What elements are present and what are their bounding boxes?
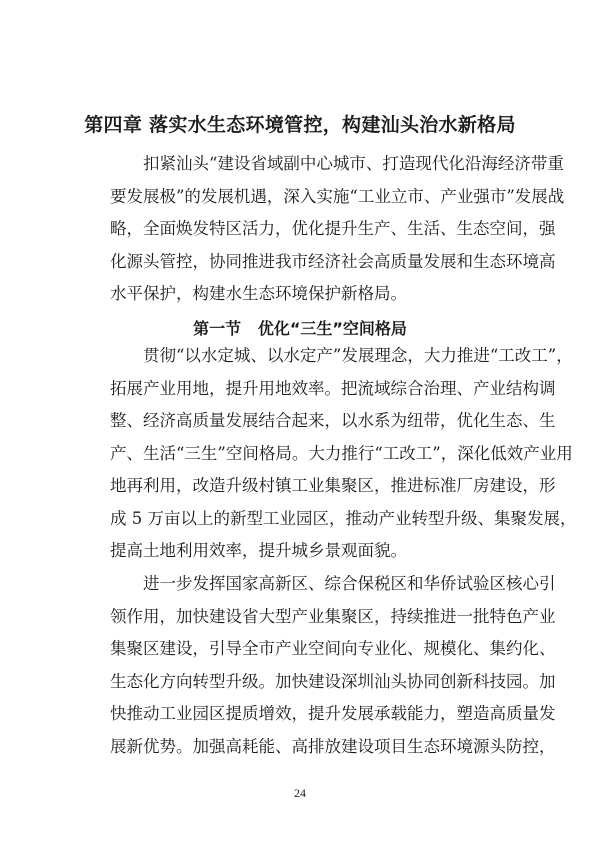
paragraph-line: 扣紧汕头“建设省域副中心城市、打造现代化沿海经济带重 bbox=[143, 154, 564, 173]
paragraph-line: 要发展极”的发展机遇，深入实施“工业立市、产业强市”发展战 bbox=[110, 186, 565, 206]
paragraph-line: 贯彻“以水定城、以水定产”发展理念，大力推进“工改工”， bbox=[143, 346, 573, 365]
intro-paragraph bbox=[110, 148, 565, 311]
paragraph-line: 产、生活“三生”空间格局。大力推行“工改工”，深化低效产业用 bbox=[110, 443, 573, 463]
paragraph-line: 生态化方向转型升级。加快建设深圳汕头协同创新科技园。加 bbox=[110, 671, 556, 691]
section-title: 第一节 优化“三生”空间格局 bbox=[193, 319, 407, 338]
paragraph-2 bbox=[110, 568, 556, 763]
paragraph-1 bbox=[110, 340, 577, 568]
paragraph-line: 地再利用，改造升级村镇工业集聚区，推进标准厂房建设，形 bbox=[110, 476, 556, 495]
paragraph-line: 水平保护，构建水生态环境保护新格局。 bbox=[110, 284, 407, 303]
page-number: 24 bbox=[294, 786, 306, 800]
paragraph-line: 化源头管控，协同推进我市经济社会高质量发展和生态环境高 bbox=[110, 251, 556, 271]
chapter-title: 第四章 落实水生态环境管控，构建汕头治水新格局 bbox=[84, 114, 516, 136]
paragraph-line: 整、经济高质量发展结合起来，以水系为纽带，优化生态、生 bbox=[110, 411, 556, 430]
paragraph-line: 进一步发挥国家高新区、综合保税区和华侨试验区核心引 bbox=[143, 574, 556, 593]
paragraph-line: 集聚区建设，引导全市产业空间向专业化、规模化、集约化、 bbox=[110, 639, 556, 658]
paragraph-line: 略，全面焕发特区活力，优化提升生产、生活、生态空间，强 bbox=[110, 219, 556, 238]
paragraph-line: 成 5 万亩以上的新型工业园区，推动产业转型升级、集聚发展， bbox=[110, 508, 577, 528]
paragraph-line: 领作用，加快建设省大型产业集聚区，持续推进一批特色产业 bbox=[110, 606, 556, 626]
paragraph-line: 提高土地利用效率，提升城乡景观面貌。 bbox=[110, 541, 407, 560]
paragraph-line: 拓展产业用地，提升用地效率。把流域综合治理、产业结构调 bbox=[110, 378, 556, 398]
paragraph-line: 展新优势。加强高耗能、高排放建设项目生态环境源头防控， bbox=[110, 736, 556, 756]
paragraph-line: 快推动工业园区提质增效，提升发展承载能力，塑造高质量发 bbox=[110, 704, 556, 723]
